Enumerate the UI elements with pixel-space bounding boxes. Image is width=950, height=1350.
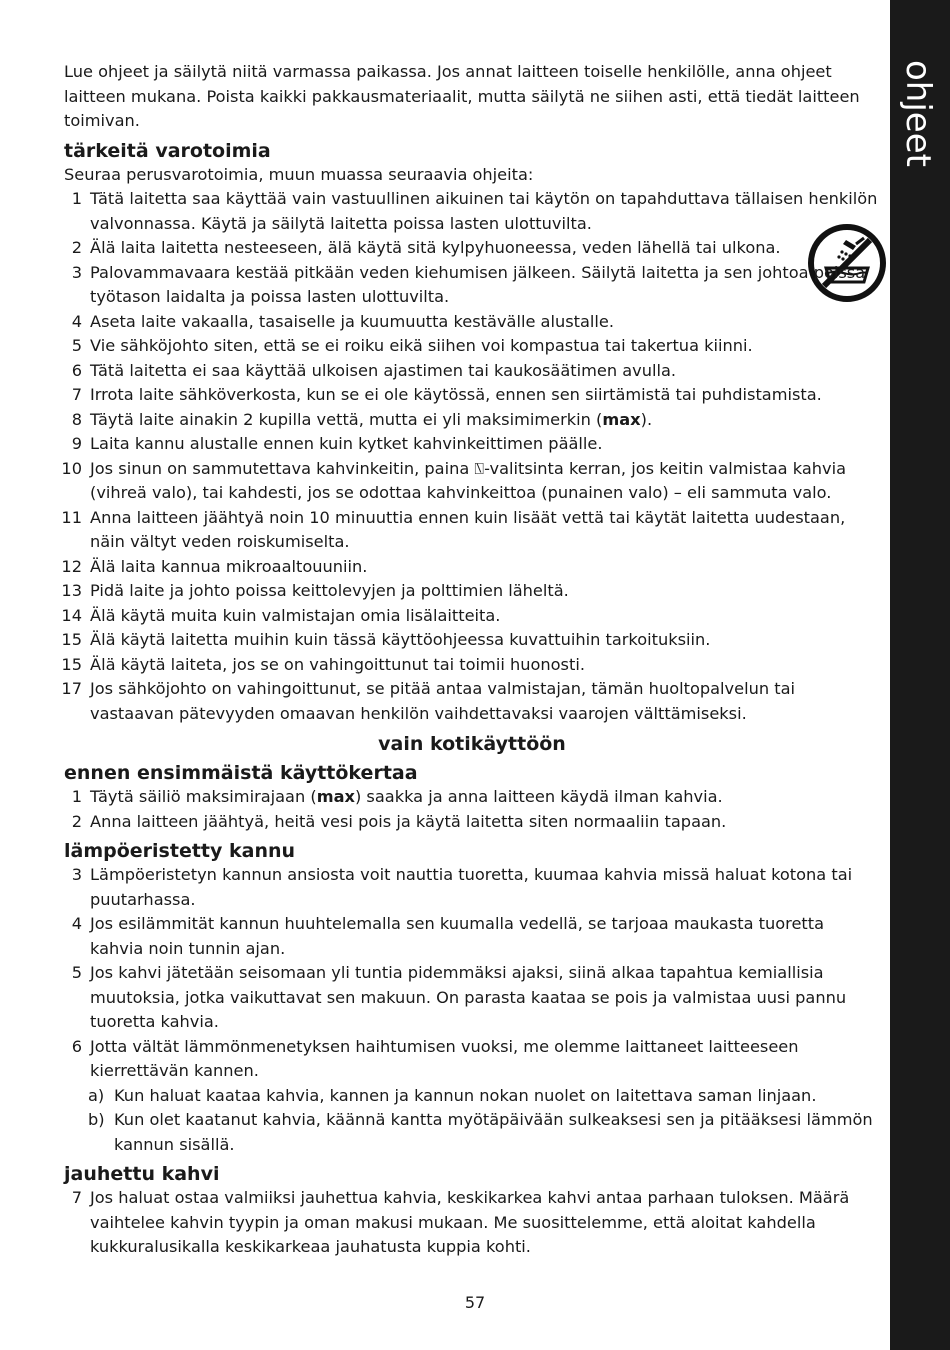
item-number: 3 xyxy=(71,865,82,884)
item-text: Täytä laite ainakin 2 kupilla vettä, mutta ei yli maksimimerkin (max). xyxy=(90,409,653,429)
safety-heading: tärkeitä varotoimia xyxy=(64,139,271,162)
item-number: 8 xyxy=(71,409,82,429)
list-item xyxy=(64,383,880,408)
item-number: 4 xyxy=(71,914,82,933)
sub-item-letter: a) xyxy=(88,1085,105,1105)
item-number: 17 xyxy=(61,679,82,698)
list-item xyxy=(64,310,880,335)
list-item xyxy=(64,261,880,310)
household-note: vain kotikäyttöön xyxy=(378,733,566,755)
jug-sub-list xyxy=(64,1084,880,1158)
item-text: Laita kannu alustalle ennen kuin kytket kahvinkeittimen päälle. xyxy=(90,434,603,453)
item-number: 5 xyxy=(71,336,82,355)
list-item xyxy=(61,653,880,678)
list-item xyxy=(61,677,880,726)
list-item xyxy=(64,863,880,912)
list-item xyxy=(64,961,880,1035)
intro-paragraph: Lue ohjeet ja säilytä niitä varmassa paikassa. Jos annat laitteen toiselle henkilölle, anna ohjeet laitteen mukana. Poista kaikki pakkausmateriaalit, mutta säilytä ne siihen asti, että tiedät laitteen toimivan. xyxy=(64,62,860,130)
item-number: 11 xyxy=(61,507,82,527)
first-use-heading: ennen ensimmäistä käyttökertaa xyxy=(64,762,418,784)
item-number: 1 xyxy=(71,787,82,806)
item-number: 10 xyxy=(61,458,82,478)
item-text: Vie sähköjohto siten, että se ei roiku eikä siihen voi kompastua tai takertua kiinni. xyxy=(90,336,753,355)
item-number: 15 xyxy=(61,630,82,649)
list-item xyxy=(64,187,880,236)
sub-item xyxy=(64,1108,880,1157)
item-number: 4 xyxy=(71,311,82,331)
page-number: 57 xyxy=(464,1293,486,1312)
ground-coffee-list xyxy=(64,1186,880,1260)
item-text: Pidä laite ja johto poissa keittolevyjen ja polttimien läheltä. xyxy=(90,581,569,600)
list-item xyxy=(61,457,880,506)
item-text: Älä käytä muita kuin valmistajan omia lisälaitteita. xyxy=(90,605,501,625)
sub-item-letter: b) xyxy=(88,1110,105,1129)
instruction-text xyxy=(61,60,880,1260)
item-text: Palovammavaara kestää pitkään veden kiehumisen jälkeen. Säilytä laitetta ja sen johtoa poissa työtason laidalta ja poissa lasten ulottuvilta. xyxy=(90,262,866,306)
item-number: 2 xyxy=(71,238,82,257)
item-text: Irrota laite sähköverkosta, kun se ei ole käytössä, ennen sen siirtämistä tai puhdistamista. xyxy=(90,385,822,404)
safety-list xyxy=(61,187,880,726)
item-text: Tätä laitetta ei saa käyttää ulkoisen ajastimen tai kaukosäätimen avulla. xyxy=(90,360,677,380)
list-item xyxy=(64,334,880,359)
item-number: 3 xyxy=(71,262,82,282)
item-number: 5 xyxy=(71,963,82,982)
item-number: 9 xyxy=(71,434,82,453)
item-number: 1 xyxy=(71,189,82,208)
item-number: 6 xyxy=(71,1036,82,1056)
list-item xyxy=(64,810,880,835)
item-number: 13 xyxy=(61,581,82,600)
list-item xyxy=(64,359,880,384)
sub-item-text: Kun olet kaatanut kahvia, käännä kantta myötäpäivään sulkeaksesi sen ja pitääksesi lämmön kannun sisällä. xyxy=(114,1110,873,1154)
item-number: 14 xyxy=(61,605,82,625)
item-number: 6 xyxy=(71,360,82,380)
item-text: Jos kahvi jätetään seisomaan yli tuntia pidemmäksi ajaksi, siinä alkaa tapahtua kemiallisia muutoksia, jotka vaikuttavat sen makuun. On parasta kaataa se pois ja valmistaa uusi pannu tuoretta kahvia. xyxy=(90,963,847,1031)
sub-item-text: Kun haluat kaataa kahvia, kannen ja kannun nokan nuolet on laitettava saman linjaan. xyxy=(114,1085,817,1105)
jug-heading: lämpöeristetty kannu xyxy=(64,840,296,862)
safety-lead: Seuraa perusvarotoimia, muun muassa seuraavia ohjeita: xyxy=(64,164,534,184)
item-text: Jos sähköjohto on vahingoittunut, se pitää antaa valmistajan, tämän huoltopalvelun tai vastaavan pätevyyden omaavan henkilön vaihdettavaksi vaarojen välttämiseksi. xyxy=(90,679,796,723)
list-item xyxy=(61,506,880,555)
list-item xyxy=(61,579,880,604)
item-text: Jos haluat ostaa valmiiksi jauhettua kahvia, keskikarkea kahvi antaa parhaan tuloksen. Määrä vaihtelee kahvin tyypin ja oman makusi mukaan. Me suosittelemme, että aloitat kahdella kukkuralusikalla keskikarkeaa jauhatusta kuppia kohti. xyxy=(90,1188,850,1256)
jug-list xyxy=(64,863,880,1084)
item-number: 7 xyxy=(71,385,82,404)
list-item xyxy=(61,555,880,580)
item-text: Jotta vältät lämmönmenetyksen haihtumisen vuoksi, me olemme laittaneet laitteeseen kierrettävän kannen. xyxy=(90,1036,799,1080)
list-item xyxy=(64,785,880,810)
item-text: Aseta laite vakaalla, tasaiselle ja kuumuutta kestävälle alustalle. xyxy=(90,311,615,331)
list-item xyxy=(61,604,880,629)
item-text: Anna laitteen jäähtyä noin 10 minuuttia ennen kuin lisäät vettä tai käytät laitetta uudestaan, näin vältyt veden roiskumiselta. xyxy=(90,507,846,551)
item-text: Lämpöeristetyn kannun ansiosta voit nauttia tuoretta, kuumaa kahvia missä haluat kotona tai puutarhassa. xyxy=(90,865,853,909)
sidebar-tab xyxy=(890,0,950,1350)
item-text: Älä laita kannua mikroaaltouuniin. xyxy=(90,556,368,576)
item-number: 2 xyxy=(71,811,82,831)
ground-coffee-heading: jauhettu kahvi xyxy=(64,1163,220,1185)
item-number: 15 xyxy=(61,654,82,674)
list-item xyxy=(64,432,880,457)
list-item xyxy=(61,628,880,653)
item-text: Jos esilämmität kannun huuhtelemalla sen kuumalla vedellä, se tarjoaa maukasta tuoretta kahvia noin tunnin ajan. xyxy=(90,914,825,958)
item-text: Älä käytä laiteta, jos se on vahingoittunut tai toimii huonosti. xyxy=(90,654,585,674)
list-item xyxy=(64,408,880,433)
item-text: Anna laitteen jäähtyä, heitä vesi pois ja käytä laitetta siten normaaliin tapaan. xyxy=(90,811,727,831)
item-text: Älä käytä laitetta muihin kuin tässä käyttöohjeessa kuvattuihin tarkoituksiin. xyxy=(90,630,711,649)
item-text: Täytä säiliö maksimirajaan (max) saakka ja anna laitteen käydä ilman kahvia. xyxy=(90,787,723,806)
sidebar-title: ohjeet xyxy=(898,60,938,167)
item-text: Tätä laitetta saa käyttää vain vastuullinen aikuinen tai käytön on tapahduttava tällaisen henkilön valvonnassa. Käytä ja säilytä laitetta poissa lasten ulottuvilta. xyxy=(90,189,878,233)
item-text: Jos sinun on sammutettava kahvinkeitin, paina ⍂-valitsinta kerran, jos keitin valmistaa kahvia (vihreä valo), tai kahdesti, jos se odottaa kahvinkeittoa (punainen valo) – eli sammuta valo. xyxy=(90,458,846,502)
list-item xyxy=(64,1186,880,1260)
first-use-list xyxy=(64,785,880,834)
list-item xyxy=(64,236,880,261)
item-number: 12 xyxy=(61,556,82,576)
list-item xyxy=(64,1035,880,1084)
sub-item xyxy=(64,1084,880,1109)
item-number: 7 xyxy=(71,1188,82,1207)
item-text: Älä laita laitetta nesteeseen, älä käytä sitä kylpyhuoneessa, veden lähellä tai ulkona. xyxy=(90,238,781,257)
list-item xyxy=(64,912,880,961)
